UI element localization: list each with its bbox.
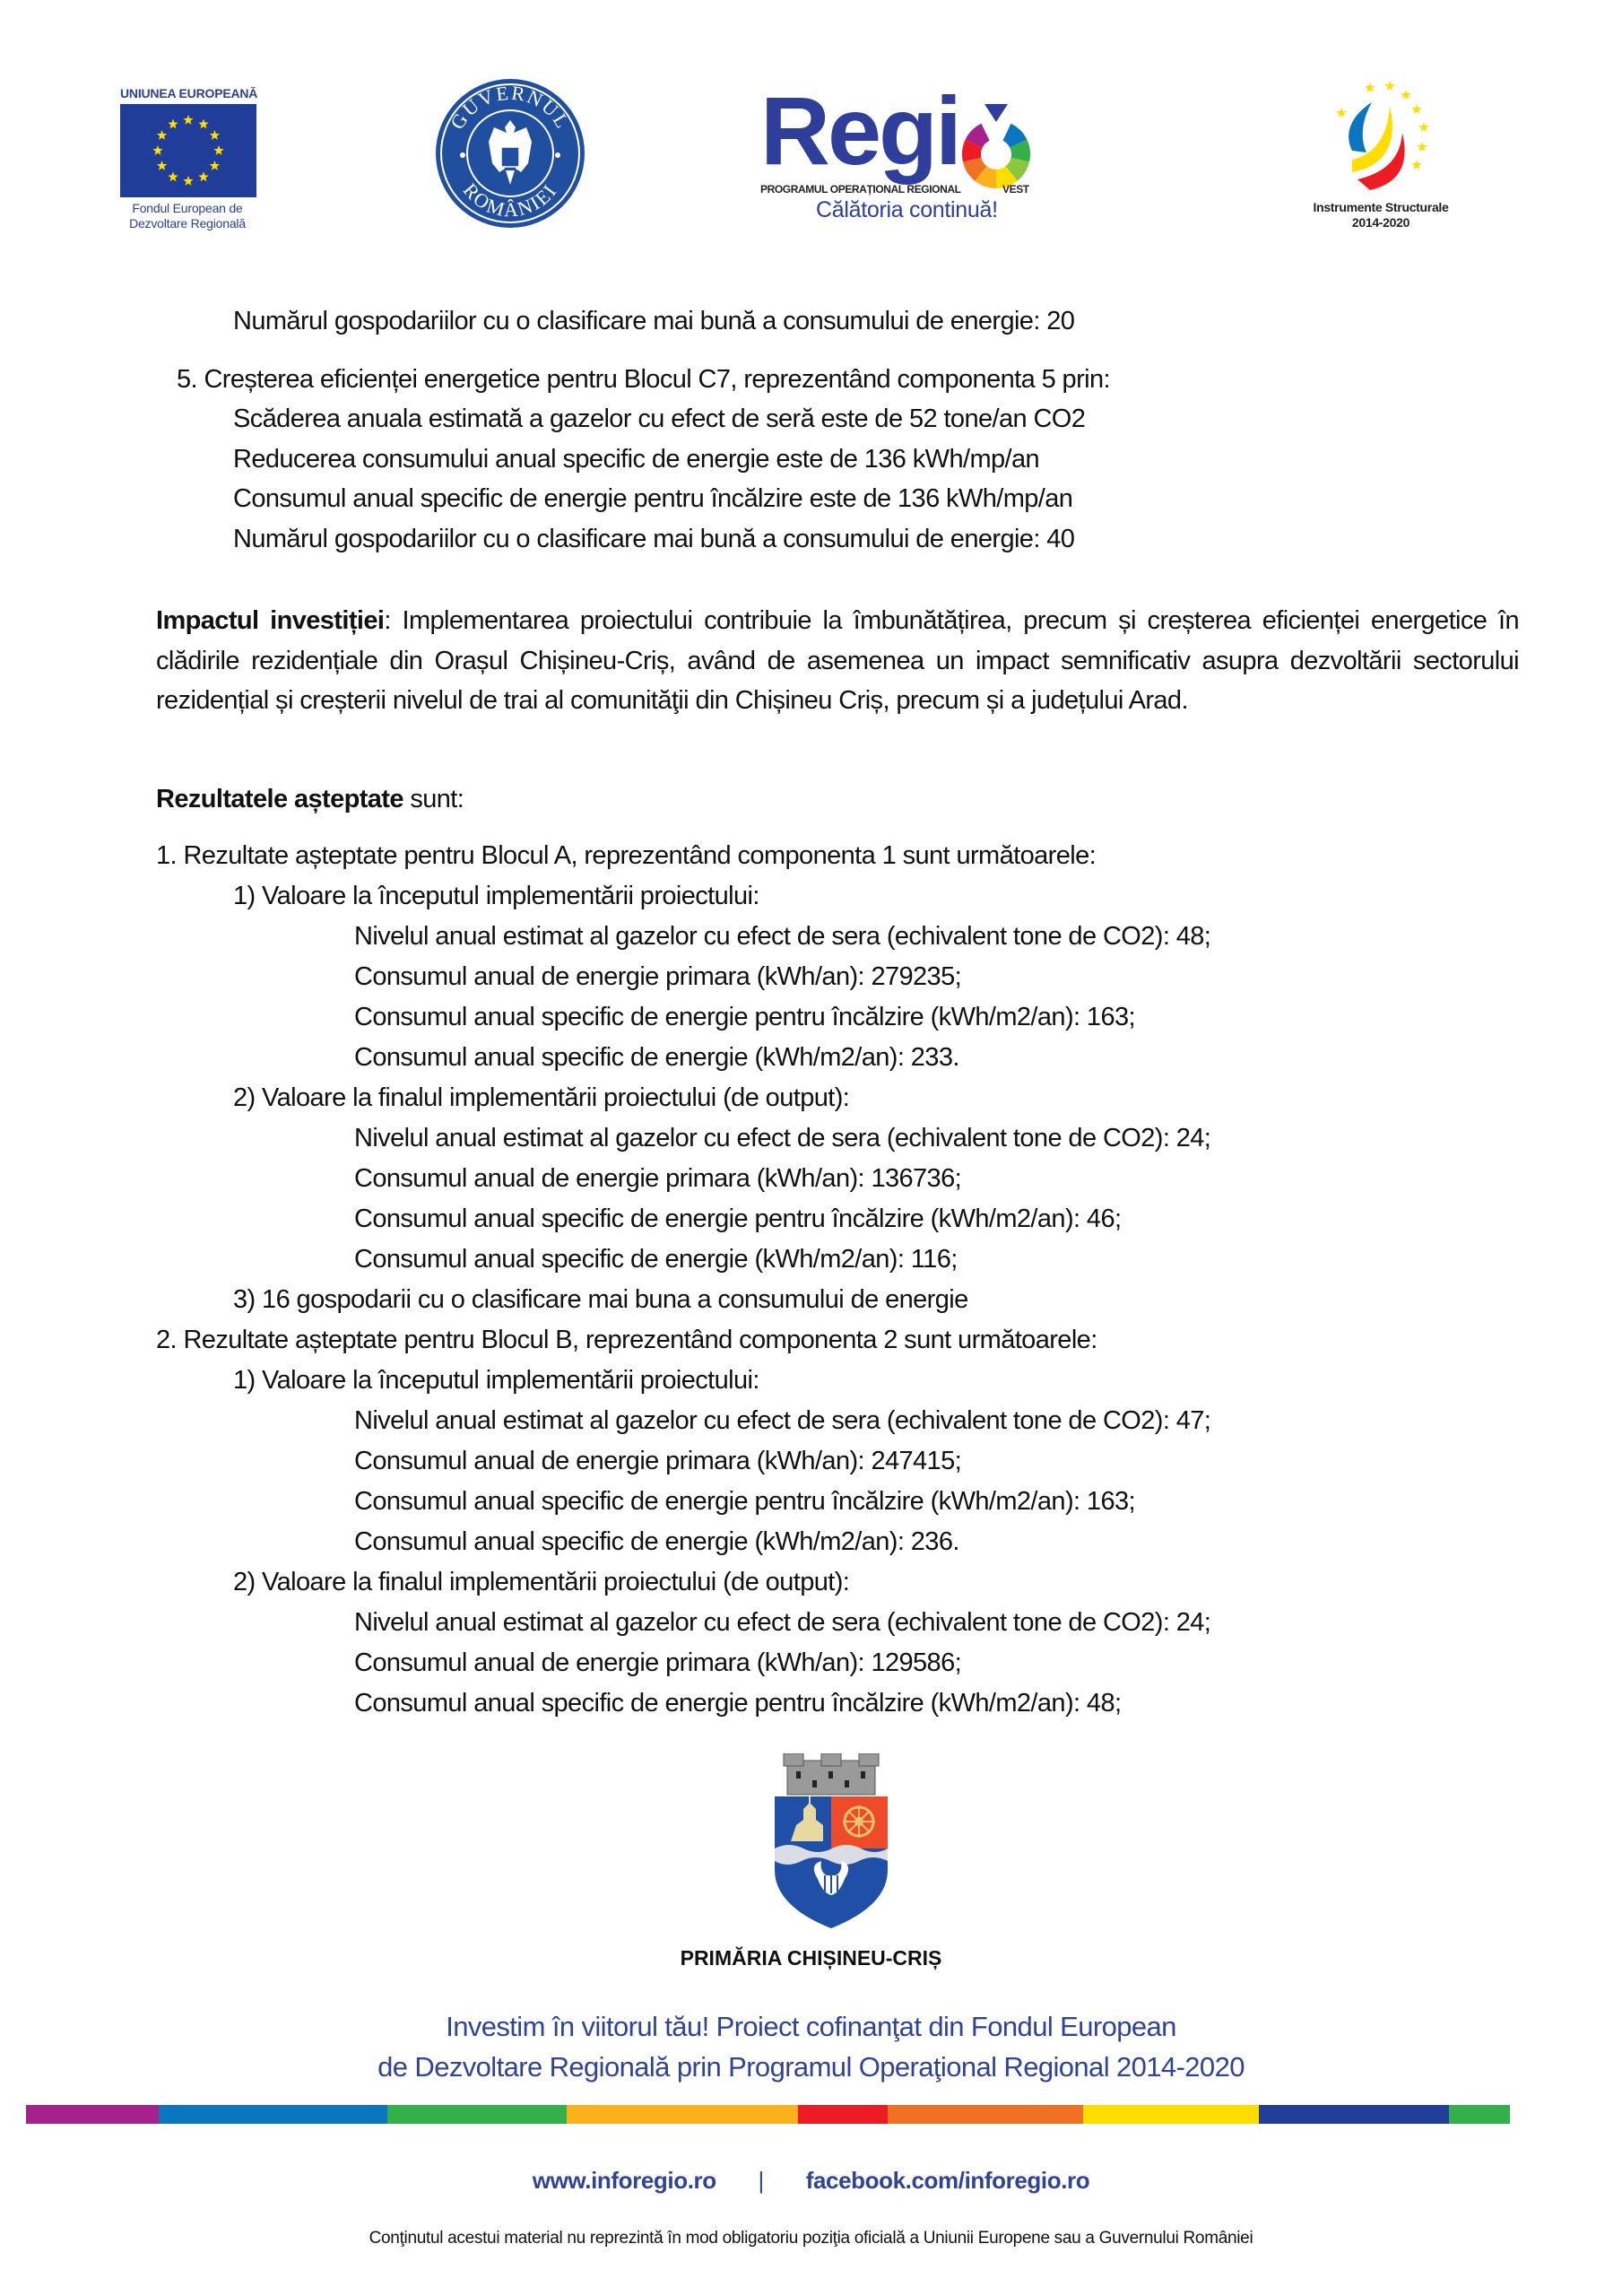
- instrumente-structurale-line2: 2014-2020: [1351, 215, 1410, 230]
- stripe-segment: [387, 2105, 567, 2124]
- bloc-a-end-heading: 2) Valoare la finalul implementării proiectului (de output):: [233, 1083, 850, 1112]
- gov-seal-bottom-text: ROMÂNIEI: [458, 178, 562, 222]
- regio-tagline: Călătoria continuă!: [816, 197, 998, 222]
- gov-seal-top-text: GUVERNUL: [446, 81, 576, 134]
- bloc-a-start-line: Consumul anual specific de energie (kWh/m2/an): 233.: [354, 1043, 959, 1072]
- bloc-a-end-line: Consumul anual specific de energie pentru încălzire (kWh/m2/an): 46;: [354, 1205, 1122, 1233]
- star-icon: [1401, 90, 1410, 100]
- bloc-a-start-line: Consumul anual specific de energie pentru încălzire (kWh/m2/an): 163;: [354, 1003, 1135, 1031]
- bloc-b-start-line: Consumul anual specific de energie pentru încălzire (kWh/m2/an): 163;: [354, 1487, 1135, 1516]
- impact-text: : Implementarea proiectului contribuie la îmbunătățirea, precum și creșterea eficienței energetice în clădirile rezidențiale din Orașul Chișineu-Criș, având de asemenea un impact semnificativ asupra dezvoltării sectorului rezidențial și creșterii nivelul de trai al comunităţii din Chișineu Criș, precum și a județului Arad.: [156, 606, 1520, 716]
- eu-logo-title: UNIUNEA EUROPEANĂ: [120, 86, 258, 100]
- item5-line: Scăderea anuala estimată a gazelor cu efect de seră este de 52 tone/an CO2: [233, 404, 1086, 433]
- stripe-segment: [1259, 2105, 1449, 2124]
- bloc-a-households: 3) 16 gospodarii cu o clasificare mai buna a consumului de energie: [233, 1285, 968, 1314]
- bloc-b-end-line: Consumul anual de energie primara (kWh/an): 129586;: [354, 1648, 962, 1677]
- bloc-b-start-line: Consumul anual de energie primara (kWh/an): 247415;: [354, 1447, 962, 1475]
- bloc-b-heading: 2. Rezultate așteptate pentru Blocul B, reprezentând componenta 2 sunt următoarele:: [156, 1326, 1097, 1354]
- item5-line: Consumul anual specific de energie pentru încălzire este de 136 kWh/mp/an: [233, 484, 1073, 513]
- footer-links: [0, 2167, 1622, 2195]
- stripe-segment: [1449, 2105, 1510, 2124]
- stripe-segment: [798, 2105, 888, 2124]
- star-icon: [1411, 160, 1421, 170]
- impact-paragraph: [156, 601, 1519, 721]
- instrumente-structurale-line1: Instrumente Structurale: [1313, 200, 1449, 214]
- regio-wordmark: Regi: [760, 76, 960, 185]
- eu-logo-subtitle-line1: Fondul European de: [132, 201, 243, 215]
- links-separator: |: [758, 2167, 764, 2194]
- instrumente-structurale-logo: [1291, 79, 1470, 240]
- bloc-a-end-line: Consumul anual de energie primara (kWh/an): 136736;: [354, 1164, 962, 1193]
- bloc-a-start-heading: 1) Valoare la începutul implementării proiectului:: [233, 882, 759, 910]
- instrumente-structurale-label: [1291, 200, 1470, 230]
- primaria-name: PRIMĂRIA CHIȘINEU-CRIȘ: [680, 1946, 942, 1970]
- impact-label: Impactul investiției: [156, 606, 385, 635]
- regio-logo: [760, 76, 1101, 235]
- stripe-segment: [26, 2105, 159, 2124]
- bloc-b-start-line: Nivelul anual estimat al gazelor cu efect de sera (echivalent tone de CO2): 47;: [354, 1406, 1211, 1435]
- footer-tagline-line2: de Dezvoltare Regională prin Programul Operaţional Regional 2014-2020: [377, 2051, 1245, 2083]
- bloc-a-heading: 1. Rezultate așteptate pentru Blocul A, reprezentând componenta 1 sunt următoarele:: [156, 841, 1097, 870]
- star-icon: [1417, 142, 1427, 152]
- facebook-link[interactable]: facebook.com/inforegio.ro: [805, 2167, 1090, 2194]
- results-label-bold: Rezultatele așteptate: [156, 785, 403, 813]
- bloc-b-end-line: Consumul anual specific de energie pentru încălzire (kWh/m2/an): 48;: [354, 1689, 1122, 1718]
- item5-line: Numărul gospodariilor cu o clasificare mai bună a consumului de energie: 40: [233, 525, 1075, 553]
- stripe-segment: [1083, 2105, 1259, 2124]
- item5-heading: 5. Creșterea eficienței energetice pentru Blocul C7, reprezentând componenta 5 prin:: [177, 365, 1110, 394]
- stripe-segment: [888, 2105, 1083, 2124]
- eu-flag-icon: [120, 104, 256, 197]
- bloc-b-end-line: Nivelul anual estimat al gazelor cu efect de sera (echivalent tone de CO2): 24;: [354, 1608, 1211, 1637]
- bloc-a-start-line: Nivelul anual estimat al gazelor cu efect de sera (echivalent tone de CO2): 48;: [354, 922, 1211, 951]
- instrumente-structurale-icon: [1316, 79, 1442, 196]
- coat-of-arms-icon: [773, 1753, 889, 1933]
- gov-logo: [434, 77, 586, 234]
- star-icon: [1336, 108, 1346, 117]
- star-icon: [1365, 83, 1375, 92]
- results-label-rest: sunt:: [403, 785, 464, 813]
- chisineu-cris-coat-of-arms: [773, 1753, 889, 1937]
- eu-logo-subtitle-line2: Dezvoltare Regională: [129, 216, 246, 230]
- stripe-segment: [567, 2105, 798, 2124]
- gov-seal-icon: [434, 77, 586, 230]
- footer-tagline-line1: Investim în viitorul tău! Proiect cofinanţat din Fondul European: [446, 2011, 1176, 2042]
- prev-households-line: Numărul gospodariilor cu o clasificare mai bună a consumului de energie: 20: [233, 307, 1075, 335]
- bloc-b-start-heading: 1) Valoare la începutul implementării proiectului:: [233, 1366, 759, 1395]
- bloc-a-start-line: Consumul anual de energie primara (kWh/an): 279235;: [354, 962, 962, 991]
- regio-region: VEST: [1002, 183, 1029, 196]
- star-icon: [1384, 81, 1394, 91]
- regio-program-text: PROGRAMUL OPERAȚIONAL REGIONAL: [760, 183, 961, 196]
- bloc-a-end-line: Consumul anual specific de energie (kWh/m2/an): 116;: [354, 1245, 958, 1274]
- star-icon: [1418, 122, 1428, 132]
- bloc-b-start-line: Consumul anual specific de energie (kWh/m2/an): 236.: [354, 1527, 959, 1556]
- item5-line: Reducerea consumului anual specific de energie este de 136 kWh/mp/an: [233, 445, 1040, 474]
- footer-disclaimer: Conţinutul acestui material nu reprezintă în mod obligatoriu poziţia oficială a Uniunii Europene sau a Guvernului României: [369, 2229, 1253, 2248]
- bloc-a-end-line: Nivelul anual estimat al gazelor cu efect de sera (echivalent tone de CO2): 24;: [354, 1124, 1211, 1152]
- stripe-segment: [159, 2105, 387, 2124]
- bloc-b-end-heading: 2) Valoare la finalul implementării proiectului (de output):: [233, 1568, 850, 1596]
- results-label: [156, 783, 464, 815]
- eu-logo-subtitle: [115, 201, 260, 231]
- star-icon: [1411, 104, 1421, 114]
- website-link[interactable]: www.inforegio.ro: [532, 2167, 716, 2194]
